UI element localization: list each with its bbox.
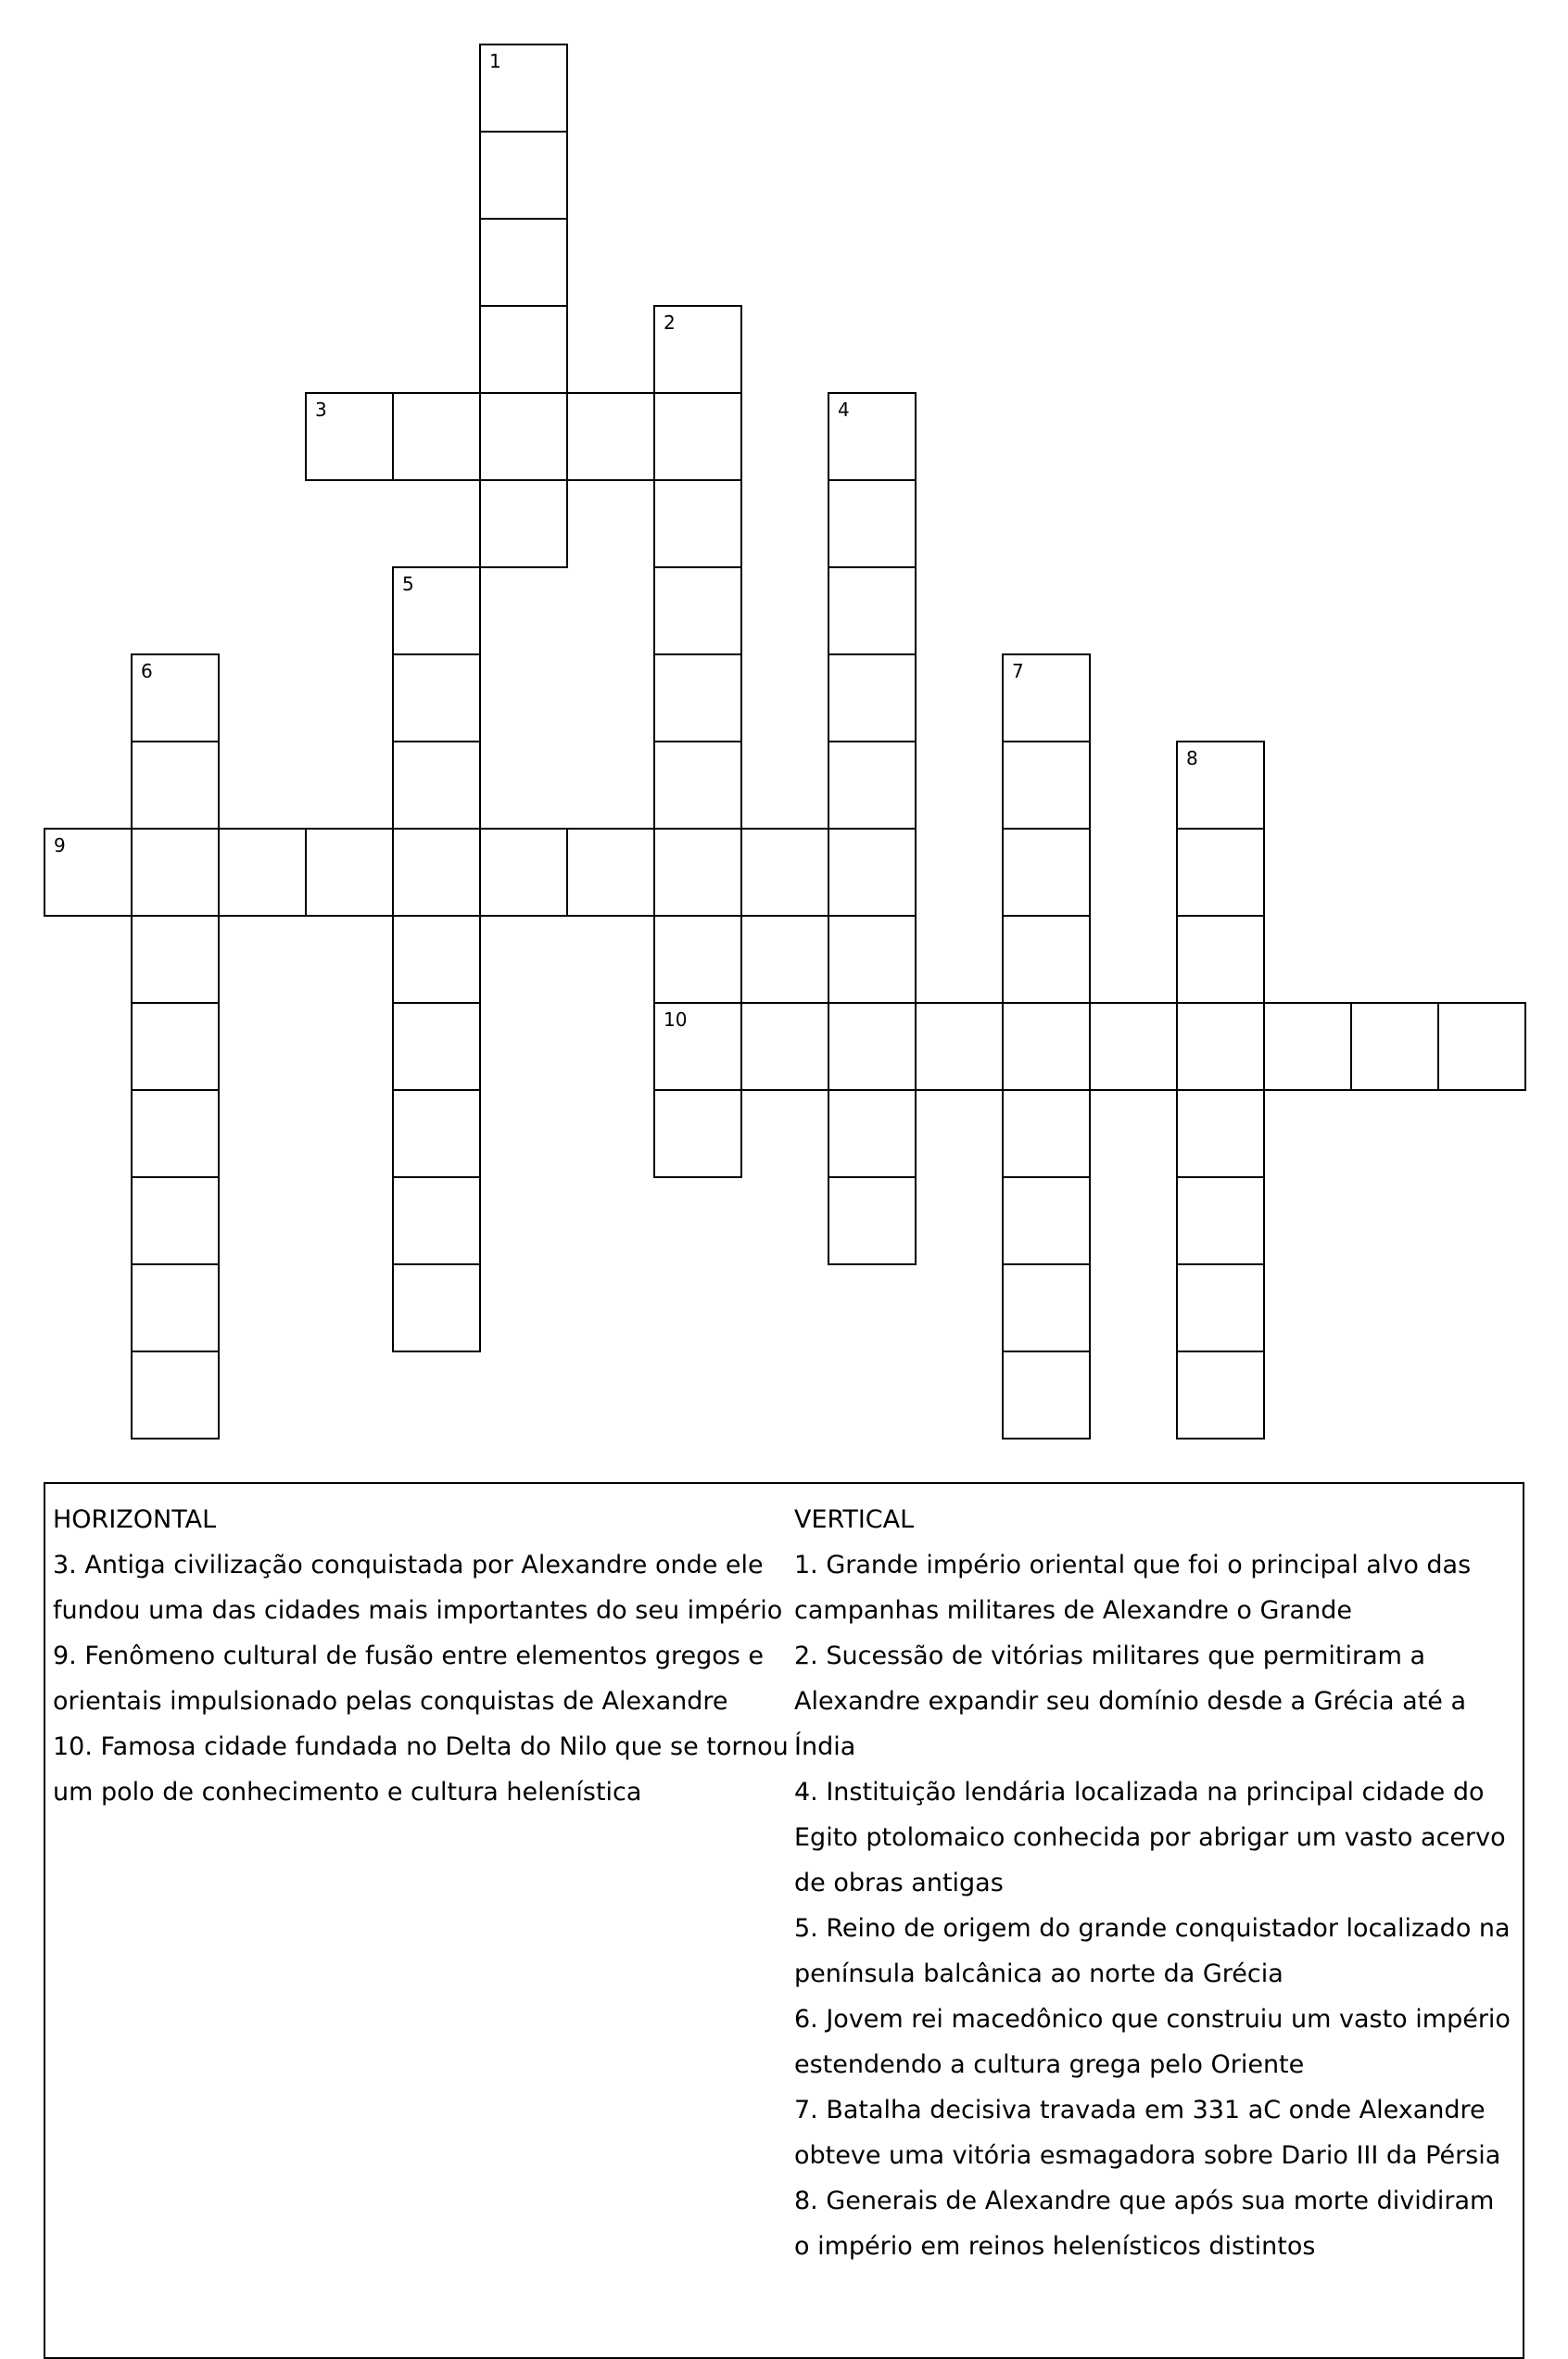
clue-vertical-2: 2. Sucessão de vitórias militares que permitiram a Alexandre expandir seu domínio desde a Grécia até a Índia [794, 1642, 1467, 1761]
clue-horizontal-3: 3. Antiga civilização conquistada por Alexandre onde ele fundou uma das cidades mais importantes do seu império [53, 1551, 783, 1625]
grid-cell[interactable] [828, 566, 917, 655]
cell-number: 9 [54, 834, 66, 856]
clue-vertical-5: 5. Reino de origem do grande conquistador localizado na península balcânica ao norte da Grécia [794, 1914, 1511, 1988]
grid-cell[interactable] [653, 305, 742, 394]
cell-number: 7 [1012, 660, 1024, 682]
grid-cell[interactable] [828, 1002, 917, 1091]
grid-cell[interactable] [479, 392, 568, 481]
grid-cell[interactable] [653, 1002, 742, 1091]
grid-cell[interactable] [1176, 1002, 1265, 1091]
grid-cell[interactable] [131, 653, 220, 742]
grid-cell[interactable] [1002, 915, 1091, 1004]
grid-cell[interactable] [131, 1263, 220, 1352]
grid-cell[interactable] [44, 828, 133, 917]
grid-cell[interactable] [1002, 1263, 1091, 1352]
grid-cell[interactable] [828, 741, 917, 830]
grid-cell[interactable] [392, 741, 481, 830]
grid-cell[interactable] [1176, 741, 1265, 830]
grid-cell[interactable] [479, 218, 568, 307]
grid-cell[interactable] [1002, 653, 1091, 742]
grid-cell[interactable] [828, 1089, 917, 1178]
grid-cell[interactable] [479, 305, 568, 394]
grid-cell[interactable] [1089, 1002, 1178, 1091]
grid-cell[interactable] [1437, 1002, 1526, 1091]
grid-cell[interactable] [828, 915, 917, 1004]
grid-cell[interactable] [1002, 1002, 1091, 1091]
cell-number: 4 [838, 399, 850, 421]
grid-cell[interactable] [392, 1089, 481, 1178]
cell-number: 5 [402, 573, 414, 595]
horizontal-clues [53, 1497, 794, 1815]
grid-cell[interactable] [131, 741, 220, 830]
grid-cell[interactable] [828, 828, 917, 917]
grid-cell[interactable] [1263, 1002, 1352, 1091]
grid-cell[interactable] [740, 828, 829, 917]
cell-number: 3 [315, 399, 327, 421]
grid-cell[interactable] [305, 392, 394, 481]
grid-cell[interactable] [392, 1176, 481, 1265]
grid-cell[interactable] [828, 1176, 917, 1265]
grid-cell[interactable] [392, 1002, 481, 1091]
clue-horizontal-10: 10. Famosa cidade fundada no Delta do Nilo que se tornou um polo de conhecimento e cultura helenística [53, 1732, 789, 1807]
clue-vertical-7: 7. Batalha decisiva travada em 331 aC onde Alexandre obteve uma vitória esmagadora sobre Dario III da Pérsia [794, 2096, 1501, 2170]
cell-number: 2 [664, 311, 676, 334]
grid-cell[interactable] [653, 1089, 742, 1178]
clues-box [44, 1482, 1524, 2359]
grid-cell[interactable] [392, 828, 481, 917]
cell-number: 10 [664, 1008, 688, 1031]
grid-cell[interactable] [1176, 828, 1265, 917]
grid-cell[interactable] [1350, 1002, 1439, 1091]
grid-cell[interactable] [131, 1002, 220, 1091]
clue-horizontal-9: 9. Fenômeno cultural de fusão entre elementos gregos e orientais impulsionado pelas conquistas de Alexandre [53, 1642, 765, 1716]
grid-cell[interactable] [392, 392, 481, 481]
grid-cell[interactable] [653, 741, 742, 830]
grid-cell[interactable] [305, 828, 394, 917]
grid-cell[interactable] [479, 479, 568, 568]
grid-cell[interactable] [1176, 1176, 1265, 1265]
cell-number: 6 [141, 660, 153, 682]
grid-cell[interactable] [131, 828, 220, 917]
grid-cell[interactable] [1002, 828, 1091, 917]
grid-cell[interactable] [218, 828, 307, 917]
grid-cell[interactable] [653, 479, 742, 568]
clue-vertical-4: 4. Instituição lendária localizada na principal cidade do Egito ptolomaico conhecida por abrigar um vasto acervo de obras antigas [794, 1778, 1506, 1897]
grid-cell[interactable] [566, 392, 655, 481]
cell-number: 1 [489, 50, 501, 72]
grid-cell[interactable] [653, 915, 742, 1004]
grid-cell[interactable] [131, 1351, 220, 1439]
grid-cell[interactable] [131, 1089, 220, 1178]
grid-cell[interactable] [1176, 1089, 1265, 1178]
grid-cell[interactable] [1002, 1089, 1091, 1178]
grid-cell[interactable] [915, 1002, 1004, 1091]
horizontal-title: HORIZONTAL [53, 1505, 217, 1534]
grid-cell[interactable] [828, 392, 917, 481]
grid-cell[interactable] [566, 828, 655, 917]
clue-vertical-6: 6. Jovem rei macedônico que construiu um vasto império estendendo a cultura grega pelo Oriente [794, 2005, 1511, 2079]
grid-cell[interactable] [828, 653, 917, 742]
grid-cell[interactable] [653, 653, 742, 742]
grid-cell[interactable] [1176, 1351, 1265, 1439]
grid-cell[interactable] [479, 44, 568, 133]
clue-vertical-1: 1. Grande império oriental que foi o principal alvo das campanhas militares de Alexandre o Grande [794, 1551, 1472, 1625]
cell-number: 8 [1186, 747, 1198, 769]
grid-cell[interactable] [392, 566, 481, 655]
grid-cell[interactable] [740, 1002, 829, 1091]
grid-cell[interactable] [131, 1176, 220, 1265]
grid-cell[interactable] [1002, 1351, 1091, 1439]
grid-cell[interactable] [653, 566, 742, 655]
grid-cell[interactable] [828, 479, 917, 568]
grid-cell[interactable] [392, 915, 481, 1004]
grid-cell[interactable] [1002, 1176, 1091, 1265]
grid-cell[interactable] [392, 1263, 481, 1352]
vertical-clues [794, 1497, 1517, 2269]
vertical-title: VERTICAL [794, 1505, 915, 1534]
grid-cell[interactable] [479, 131, 568, 220]
grid-cell[interactable] [653, 828, 742, 917]
grid-cell[interactable] [653, 392, 742, 481]
grid-cell[interactable] [1176, 1263, 1265, 1352]
grid-cell[interactable] [1002, 741, 1091, 830]
grid-cell[interactable] [1176, 915, 1265, 1004]
grid-cell[interactable] [392, 653, 481, 742]
clue-vertical-8: 8. Generais de Alexandre que após sua morte dividiram o império em reinos helenísticos distintos [794, 2187, 1495, 2261]
grid-cell[interactable] [479, 828, 568, 917]
grid-cell[interactable] [131, 915, 220, 1004]
